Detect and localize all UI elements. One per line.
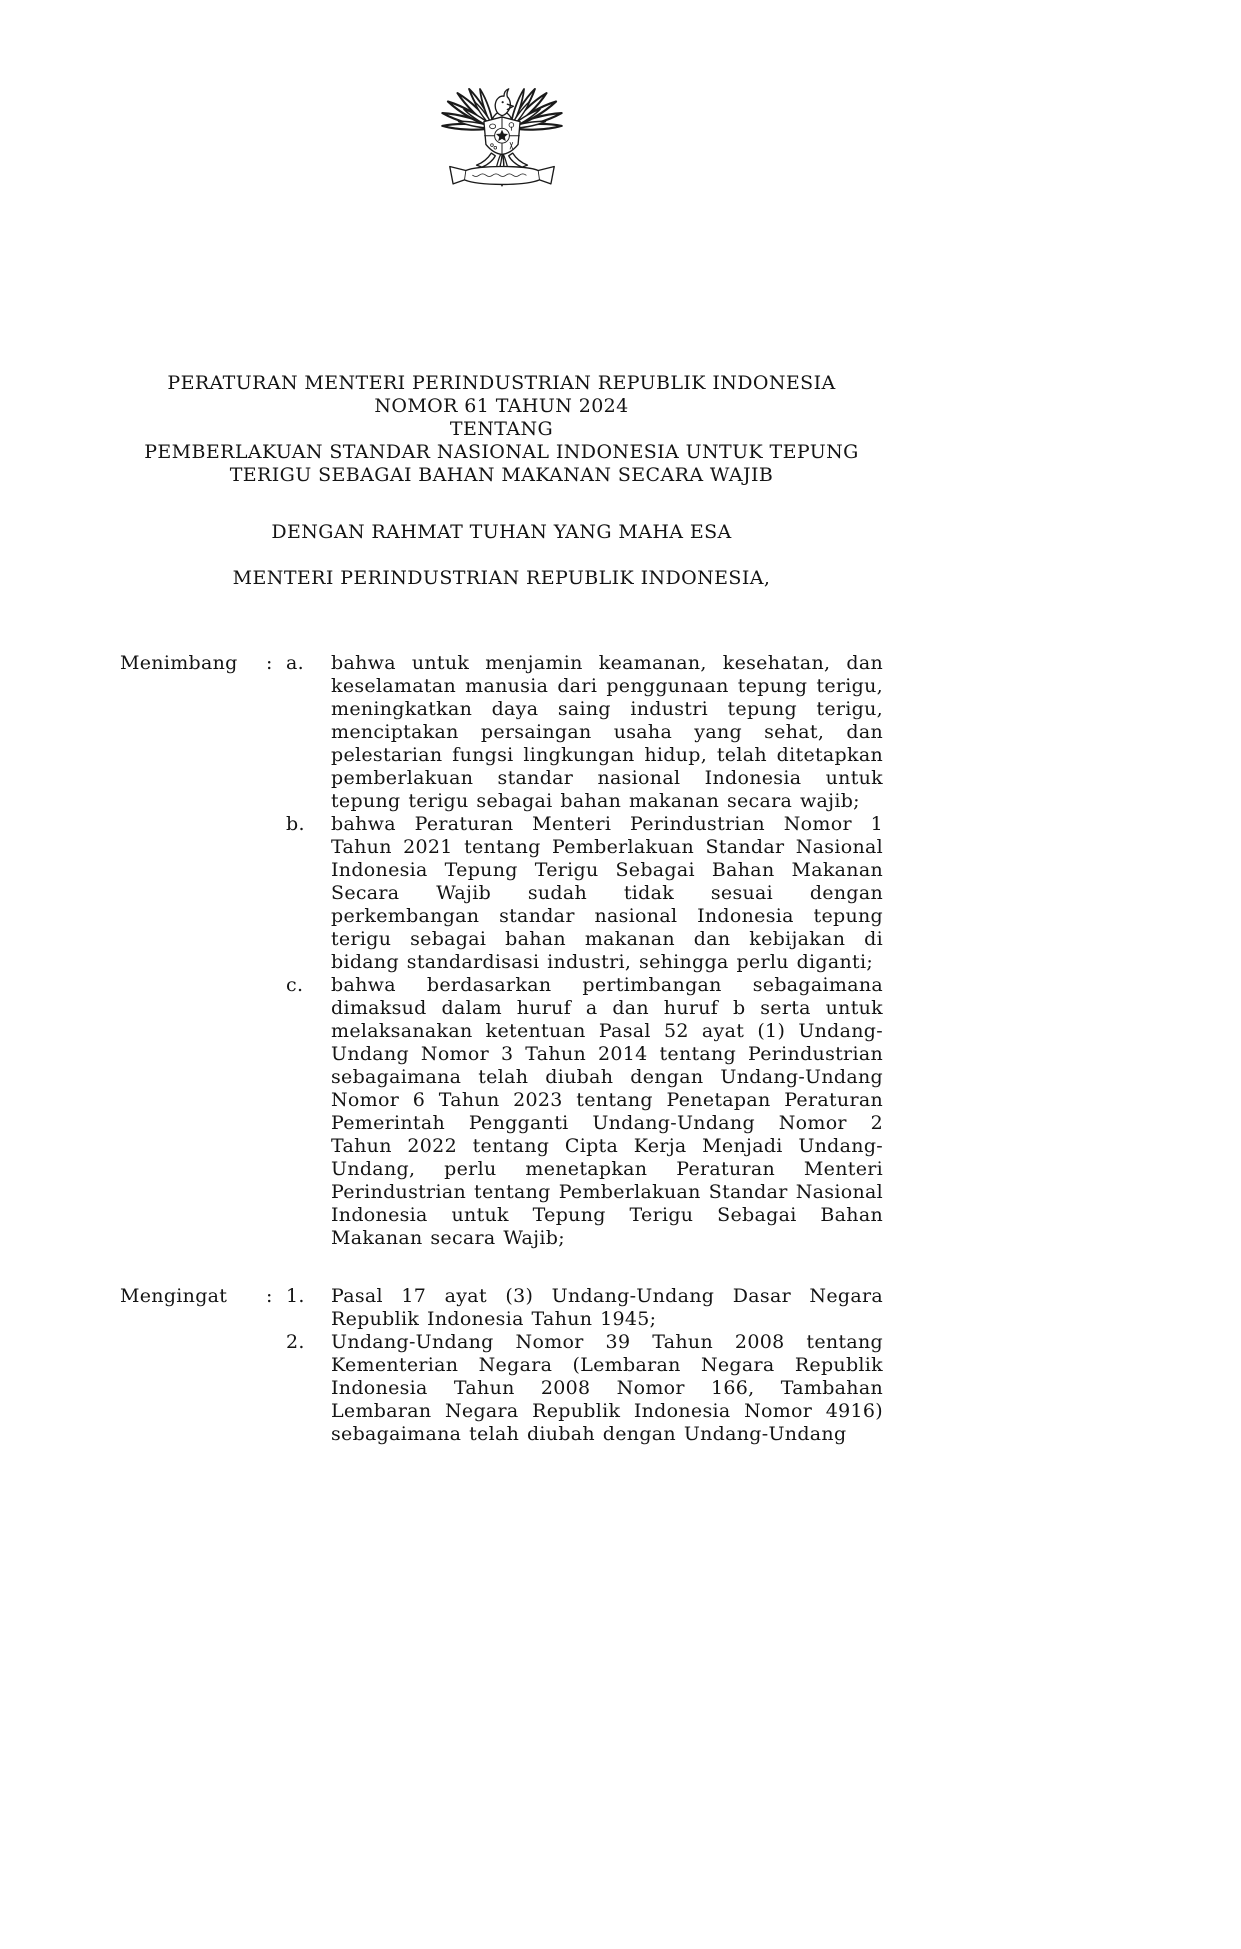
title-line-5: TERIGU SEBAGAI BAHAN MAKANAN SECARA WAJIB bbox=[229, 464, 774, 486]
title-line-3: TENTANG bbox=[449, 418, 554, 440]
menimbang-colon: : bbox=[266, 652, 273, 674]
item-marker: 2. bbox=[286, 1331, 305, 1353]
mengingat-label: Mengingat bbox=[120, 1285, 228, 1307]
mengingat-colon: : bbox=[266, 1285, 273, 1307]
title-line-2: NOMOR 61 TAHUN 2024 bbox=[374, 395, 629, 417]
list-item bbox=[286, 1331, 883, 1446]
ribbon-banner bbox=[449, 167, 553, 185]
item-marker: a. bbox=[286, 652, 304, 674]
list-item bbox=[286, 652, 883, 813]
mengingat-section bbox=[120, 1285, 883, 1446]
menimbang-items bbox=[286, 652, 883, 1250]
authority-line: MENTERI PERINDUSTRIAN REPUBLIK INDONESIA, bbox=[232, 567, 771, 589]
pancasila-shield bbox=[483, 117, 519, 155]
emblem-container bbox=[120, 0, 883, 200]
item-marker: b. bbox=[286, 813, 305, 835]
item-text: bahwa berdasarkan pertimbangan sebagaimana dimaksud dalam huruf a dan huruf b serta untuk melaksanakan ketentuan Pasal 52 ayat (1) Undang-Undang Nomor 3 Tahun 2014 tentang Perindustrian sebagaimana telah diubah dengan Undang-Undang Nomor 6 Tahun 2023 tentang Penetapan Peraturan Pemerintah Pengganti Undang-Undang Nomor 2 Tahun 2022 tentang Cipta Kerja Menjadi Undang-Undang, perlu menetapkan Peraturan Menteri Perindustrian tentang Pemberlakuan Standar Nasional Indonesia untuk Tepung Terigu Sebagai Bahan Makanan secara Wajib; bbox=[331, 974, 883, 1249]
eagle-head bbox=[495, 89, 513, 116]
item-text: Pasal 17 ayat (3) Undang-Undang Dasar Negara Republik Indonesia Tahun 1945; bbox=[331, 1285, 883, 1330]
list-item bbox=[286, 1285, 883, 1331]
title-line-4: PEMBERLAKUAN STANDAR NASIONAL INDONESIA UNTUK TEPUNG bbox=[144, 441, 859, 463]
menimbang-label: Menimbang bbox=[120, 652, 238, 674]
item-marker: c. bbox=[286, 974, 304, 996]
item-text: bahwa Peraturan Menteri Perindustrian Nomor 1 Tahun 2021 tentang Pemberlakuan Standar Nasional Indonesia Tepung Terigu Sebagai Bahan Makanan Secara Wajib sudah tidak sesuai dengan perkembangan standar nasional Indonesia tepung terigu sebagai bahan makanan dan kebijakan di bidang standardisasi industri, sehingga perlu diganti; bbox=[331, 813, 883, 973]
document-title bbox=[120, 372, 883, 487]
item-text: bahwa untuk menjamin keamanan, kesehatan, dan keselamatan manusia dari penggunaan tepung terigu, meningkatkan daya saing industri tepung terigu, menciptakan persaingan usaha yang sehat, dan pelestarian fungsi lingkungan hidup, telah ditetapkan pemberlakuan standar nasional Indonesia untuk tepung terigu sebagai bahan makanan secara wajib; bbox=[331, 652, 883, 812]
menimbang-section bbox=[120, 652, 883, 1250]
mengingat-items bbox=[286, 1285, 883, 1446]
list-item bbox=[286, 974, 883, 1250]
garuda-pancasila-emblem bbox=[435, 58, 569, 200]
invocation-line: DENGAN RAHMAT TUHAN YANG MAHA ESA bbox=[271, 521, 732, 543]
list-item bbox=[286, 813, 883, 974]
title-line-1: PERATURAN MENTERI PERINDUSTRIAN REPUBLIK INDONESIA bbox=[167, 372, 836, 394]
item-text: Undang-Undang Nomor 39 Tahun 2008 tentang Kementerian Negara (Lembaran Negara Republik Indonesia Tahun 2008 Nomor 166, Tambahan Lembaran Negara Republik Indonesia Nomor 4916) sebagaimana telah diubah dengan Undang-Undang bbox=[331, 1331, 883, 1445]
item-marker: 1. bbox=[286, 1285, 305, 1307]
